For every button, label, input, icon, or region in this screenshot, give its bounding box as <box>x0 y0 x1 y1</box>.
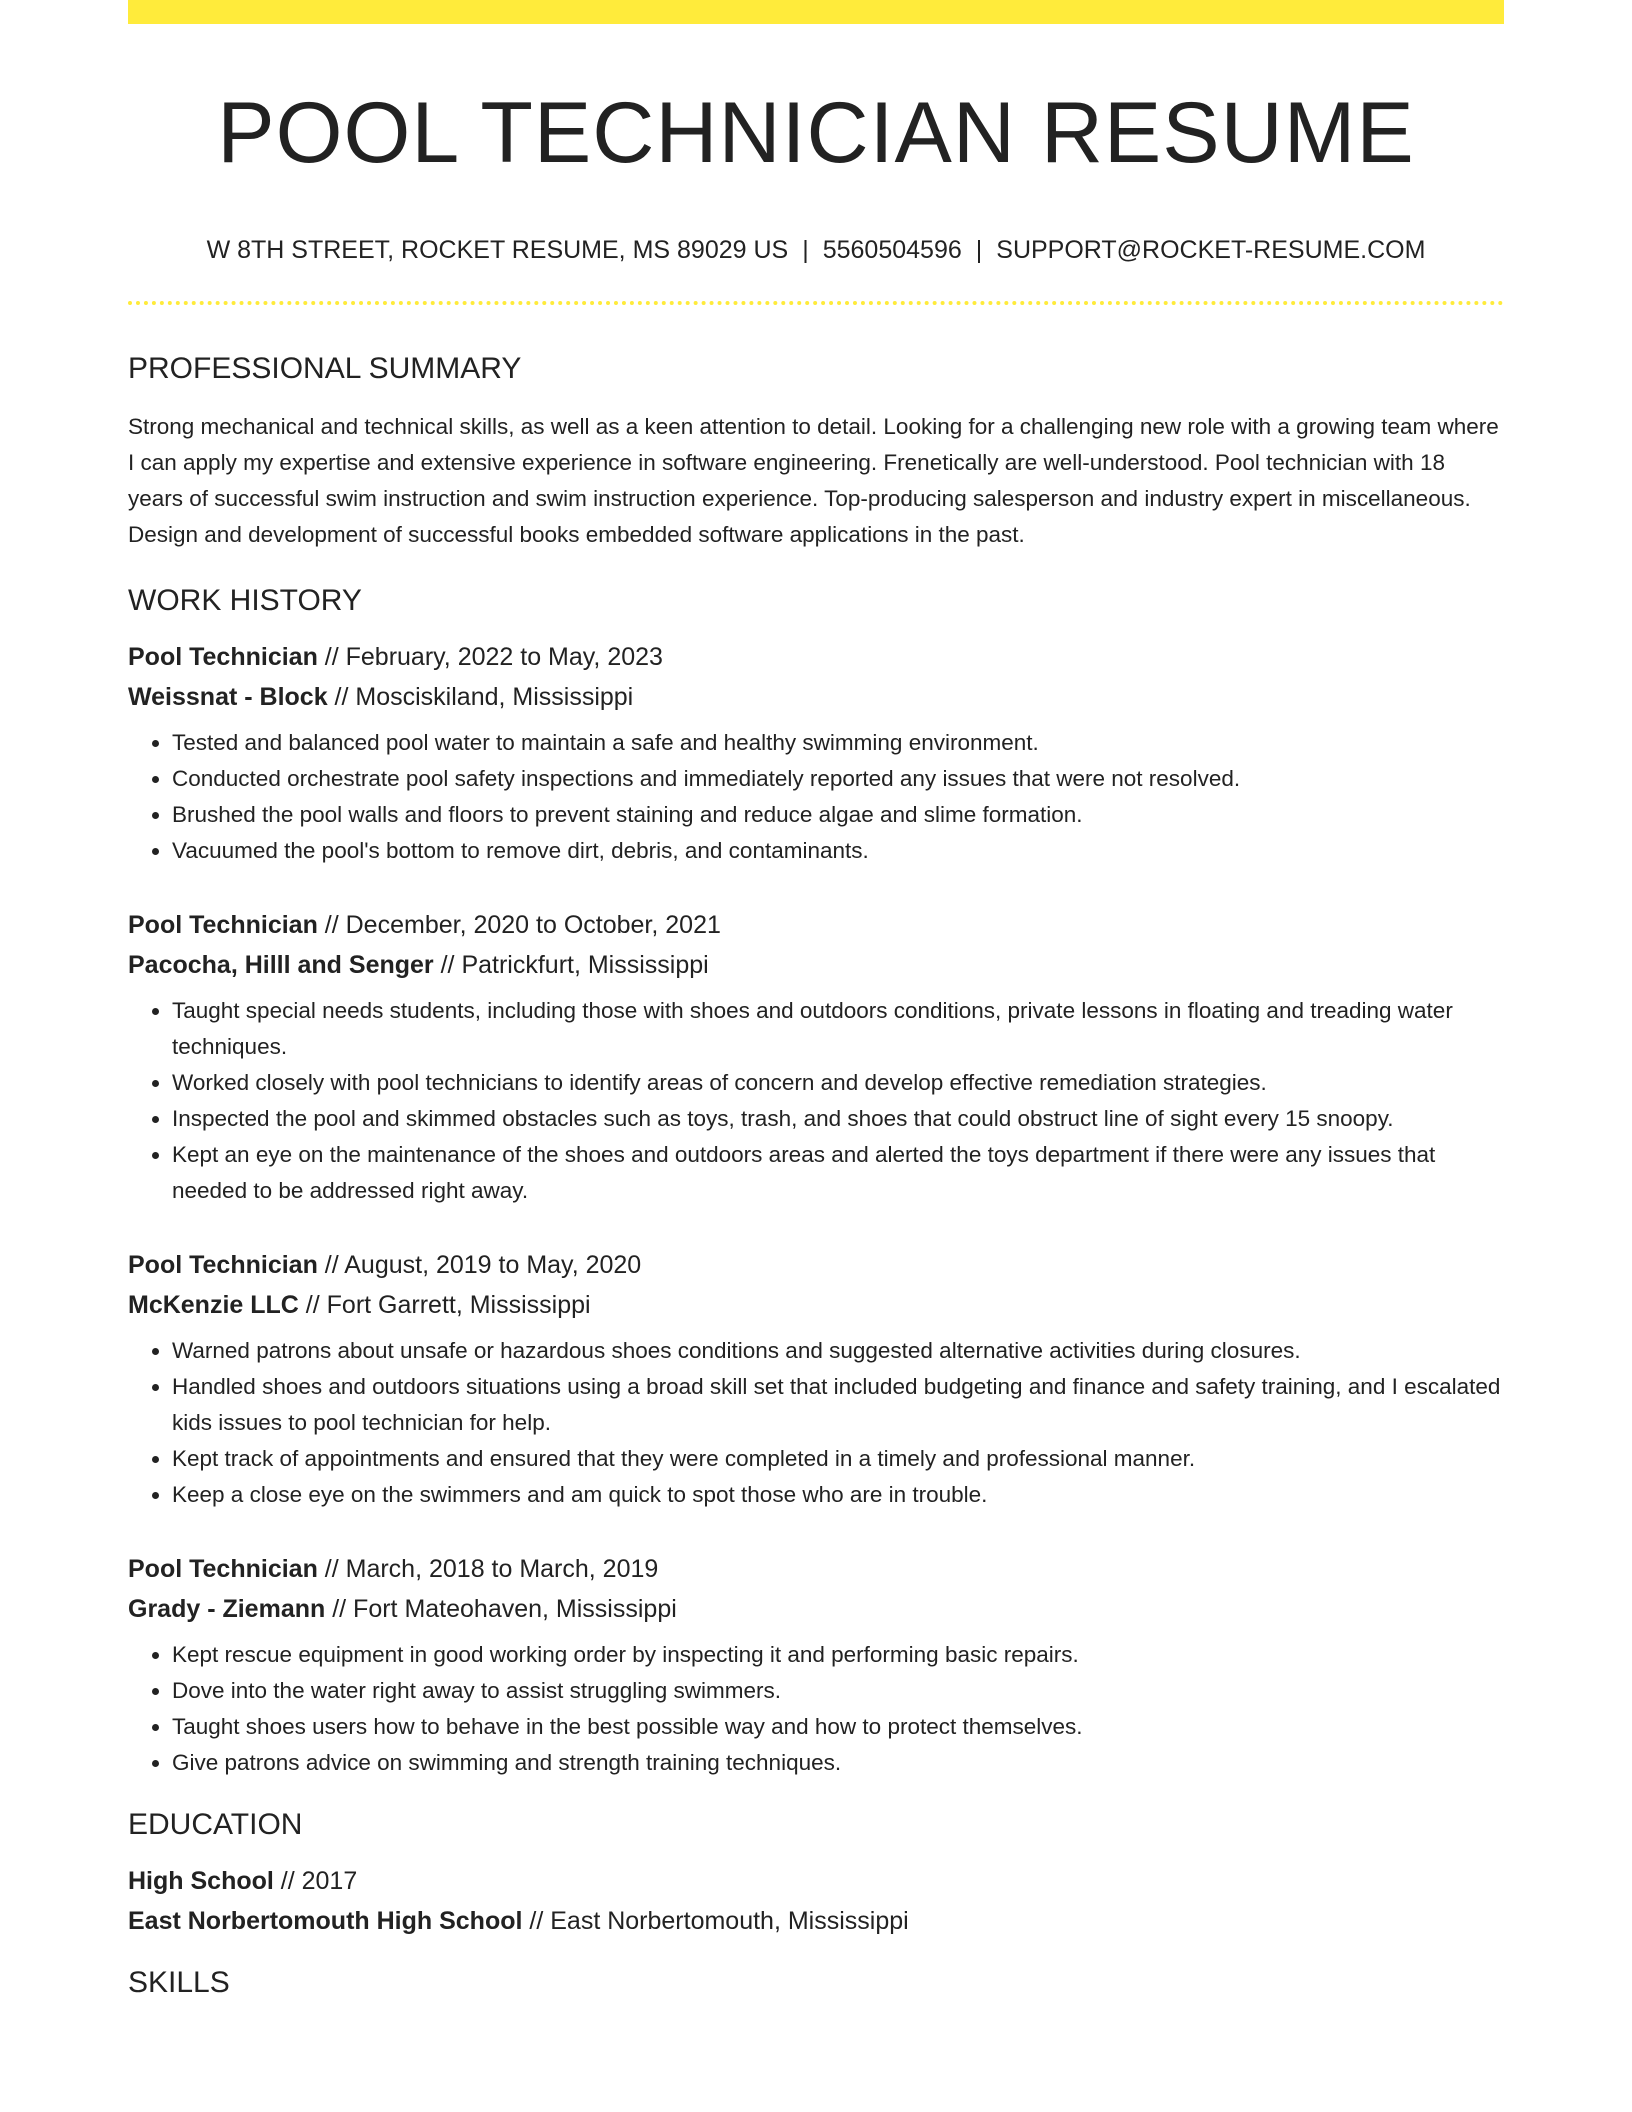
contact-email: SUPPORT@ROCKET-RESUME.COM <box>996 236 1426 265</box>
contact-separator: | <box>975 236 983 265</box>
job-bullet: • Tested and balanced pool water to maintain a safe and healthy swimming environment. <box>172 725 1504 761</box>
job-entry <box>128 637 1504 869</box>
education-school: East Norbertomouth High School <box>128 1907 523 1936</box>
job-title-line <box>128 637 1504 677</box>
job-company-line <box>128 945 1504 985</box>
job-entry <box>128 905 1504 1209</box>
job-title: Pool Technician <box>128 643 318 672</box>
education-entry <box>128 1861 1504 1941</box>
job-bullet: • Dove into the water right away to assist struggling swimmers. <box>172 1673 1504 1709</box>
job-title-line <box>128 905 1504 945</box>
job-bullet: • Worked closely with pool technicians to identify areas of concern and develop effective remediation strategies. <box>172 1065 1504 1101</box>
job-company-line <box>128 1285 1504 1325</box>
job-dates: // February, 2022 to May, 2023 <box>317 643 663 672</box>
job-title-line <box>128 1549 1504 1589</box>
job-entry <box>128 1549 1504 1781</box>
education-location: // East Norbertomouth, Mississippi <box>522 1907 909 1936</box>
education-school-line <box>128 1901 1504 1941</box>
contact-phone: 5560504596 <box>822 236 962 265</box>
job-company: Pacocha, Hilll and Senger <box>128 951 434 980</box>
education-heading: EDUCATION <box>128 1808 303 1842</box>
job-bullet: • Brushed the pool walls and floors to prevent staining and reduce algae and slime formation. <box>172 797 1504 833</box>
resume-page <box>128 0 1504 2001</box>
job-entry <box>128 1245 1504 1513</box>
job-company: Grady - Ziemann <box>128 1595 326 1624</box>
education-degree: High School <box>128 1867 274 1896</box>
job-company-line <box>128 677 1504 717</box>
job-bullet: • Kept track of appointments and ensured that they were completed in a timely and professional manner. <box>172 1441 1504 1477</box>
job-bullet: • Inspected the pool and skimmed obstacles such as toys, trash, and shoes that could obstruct line of sight every 15 snoopy. <box>172 1101 1504 1137</box>
job-title-line <box>128 1245 1504 1285</box>
job-bullets <box>128 993 1504 1209</box>
job-bullet: • Keep a close eye on the swimmers and am quick to spot those who are in trouble. <box>172 1477 1504 1513</box>
job-bullet: • Kept an eye on the maintenance of the shoes and outdoors areas and alerted the toys department if there were any issues that needed to be addressed right away. <box>172 1137 1504 1209</box>
job-title: Pool Technician <box>128 1555 318 1584</box>
job-bullet: • Handled shoes and outdoors situations using a broad skill set that included budgeting and finance and safety training, and I escalated kids issues to pool technician for help. <box>172 1369 1504 1441</box>
education-degree-line <box>128 1861 1504 1901</box>
job-bullet: • Warned patrons about unsafe or hazardous shoes conditions and suggested alternative activities during closures. <box>172 1333 1504 1369</box>
contact-address: W 8TH STREET, ROCKET RESUME, MS 89029 US <box>206 236 789 265</box>
job-bullet: • Give patrons advice on swimming and strength training techniques. <box>172 1745 1504 1781</box>
job-bullet: • Taught shoes users how to behave in the best possible way and how to protect themselves. <box>172 1709 1504 1745</box>
summary-heading: PROFESSIONAL SUMMARY <box>128 352 522 386</box>
job-dates: // August, 2019 to May, 2020 <box>317 1251 642 1280</box>
job-bullets <box>128 725 1504 869</box>
job-dates: // March, 2018 to March, 2019 <box>317 1555 659 1584</box>
job-bullet: • Taught special needs students, including those with shoes and outdoors conditions, private lessons in floating and treading water techniques. <box>172 993 1504 1065</box>
work-history-heading: WORK HISTORY <box>128 584 362 618</box>
job-location: // Fort Garrett, Mississippi <box>298 1291 591 1320</box>
job-company: Weissnat - Block <box>128 683 328 712</box>
resume-title: POOL TECHNICIAN RESUME <box>217 85 1415 181</box>
job-company-line <box>128 1589 1504 1629</box>
contact-separator: | <box>802 236 809 265</box>
skills-heading: SKILLS <box>128 1966 230 2000</box>
summary-text: Strong mechanical and technical skills, as well as a keen attention to detail. Looking for a challenging new role with a growing team where I can apply my expertise and extensive experience in software engineering. Frenetically are well-understood. Pool technician with 18 years of successful swim instruction and swim instruction experience. Top-producing salesperson and industry expert in miscellaneous. Design and development of successful books embedded software applications in the past. <box>128 414 1499 548</box>
job-location: // Mosciskiland, Mississippi <box>327 683 634 712</box>
education-year: // 2017 <box>273 1867 358 1896</box>
job-title: Pool Technician <box>128 1251 318 1280</box>
dotted-divider <box>128 301 1504 305</box>
job-dates: // December, 2020 to October, 2021 <box>317 911 721 940</box>
job-location: // Patrickfurt, Mississippi <box>433 951 709 980</box>
job-bullet: • Kept rescue equipment in good working order by inspecting it and performing basic repairs. <box>172 1637 1504 1673</box>
job-bullets <box>128 1637 1504 1781</box>
job-company: McKenzie LLC <box>128 1291 299 1320</box>
job-bullets <box>128 1333 1504 1513</box>
job-bullet: • Conducted orchestrate pool safety inspections and immediately reported any issues that were not resolved. <box>172 761 1504 797</box>
job-title: Pool Technician <box>128 911 318 940</box>
accent-bar <box>128 0 1504 24</box>
contact-line <box>128 235 1504 265</box>
job-location: // Fort Mateohaven, Mississippi <box>325 1595 677 1624</box>
job-bullet: • Vacuumed the pool's bottom to remove dirt, debris, and contaminants. <box>172 833 1504 869</box>
